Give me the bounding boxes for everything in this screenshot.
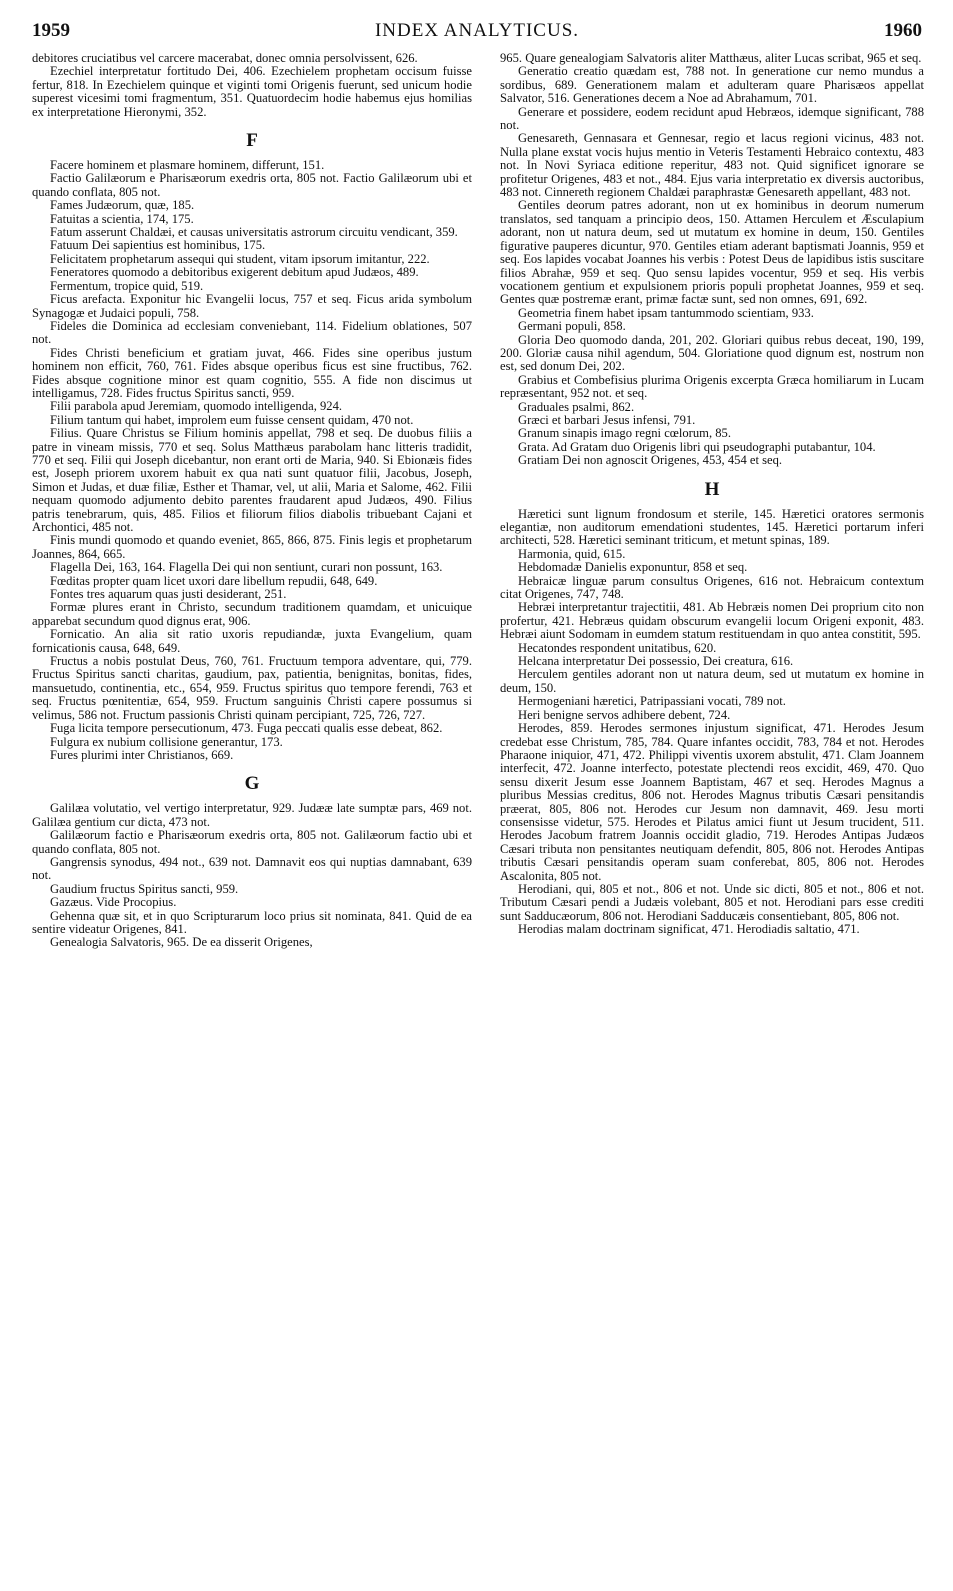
index-entry: Gangrensis synodus, 494 not., 639 not. Damnavit eos qui nuptias damnabant, 639 not.: [32, 854, 472, 883]
index-entry: Gazæus. Vide Procopius.: [50, 895, 177, 910]
index-entry: Fideles die Dominica ad ecclesiam conveniebant, 114. Fidelium oblationes, 507 not.: [32, 318, 472, 347]
index-entry: Filium tantum qui habet, improlem eum fuisse censent quidam, 470 not.: [50, 412, 414, 427]
index-entry: Galilæa volutatio, vel vertigo interpretatur, 929. Judææ late sumptæ pars, 469 not. Galilæa gentium cur dicta, 473 not.: [32, 801, 472, 829]
index-entry: Formæ plures erant in Christo, secundum traditionem quamdam, et unicuique apparebat secundum quod dignus erat, 906.: [32, 600, 472, 628]
index-entry: Filii parabola apud Jeremiam, quomodo intelligenda, 924.: [50, 399, 343, 414]
index-entry: Fœditas propter quam licet uxori dare libellum repudii, 648, 649.: [50, 573, 378, 588]
index-entry: Fuga licita tempore persecutionum, 473. Fuga peccati qualis esse debeat, 862.: [50, 721, 443, 736]
index-entry: Ficus arefacta. Exponitur hic Evangelii locus, 757 et seq. Ficus arida symbolum Synagogæ et Judaici populi, 758.: [32, 292, 472, 320]
index-entry: Herodes, 859. Herodes sermones injustum significat, 471. Herodes Jesum credebat esse Christum, 785, 784. Quare infantes occidit, 783, 784 et not. Herodes Pharaone iniquior, 471, 472. Philippi viventis uxorem abstulit, 471. Clam Joannem interfecit, 472. Joanne interfecto, potestate plectendi reos excidit, 469, 470. Quo sensu dixerit Jesum esse Joannem Baptistam, 467 et seq. Herodes Magnus a pluribus Messias creditus, 806 not. Herodes Magnus tributis Cæsari pensitandis præerat, 805, 806 not. Herodes cur Jesum non damnavit, 469. Jesu morti consensisse videtur, 575. Herodes et Pilatus amici fiunt ut Jesum trucident, 511. Herodes Jacobum fratrem Joannis occidit gladio, 719. Herodes Antipas Judæos Cæsari tributa non pensitantes neutiquam defendit, 805, 806 not. Herodes Antipas tributis Cæsari pensitandis operam suam conferebat, 805, 806 not. Herodes Ascalonita, 805 not.: [500, 721, 924, 883]
index-entry: Fames Judæorum, quæ, 185.: [50, 198, 195, 213]
index-entry: Genesareth, Gennasara et Gennesar, regio et lacus regioni vicinus, 483 not. Nulla plane exstat vocis hujus mentio in Veteris Testamenti Hebraico contextu, 483 not. In Novi Syriaca editione reperitur, 483 not. Quid significet ignorare se profitetur Origenes, 483 et not., 484. Ejus varia interpretatio ex diversis auctoribus, 483 not. Cinnereth regionem Chaldæi paraphrastæ Genesareth appellant, 483 not.: [500, 131, 924, 200]
index-entry: Genealogia Salvatoris, 965. De ea disserit Origenes,: [50, 935, 313, 950]
index-entry: Graduales psalmi, 862.: [518, 399, 635, 414]
running-title: INDEX ANALYTICUS.: [374, 20, 580, 41]
index-entry: Flagella Dei, 163, 164. Flagella Dei qui non sentiunt, curari non possunt, 163.: [50, 560, 443, 575]
index-entry: Hebræi interpretantur trajectitii, 481. Ab Hebræis nomen Dei proprium cito non profertur, 421. Hebræus quidam obscurum evangelii locum Origeni exponit, 483. Hebræi aiunt Sodomam in eumdem statum restituendam in quo antea constitit, 595.: [500, 600, 924, 642]
index-entry: Harmonia, quid, 615.: [518, 546, 626, 561]
index-entry: Fides Christi beneficium et gratiam juvat, 466. Fides sine operibus justum hominem non efficit, 760, 761. Fides absque operibus ficus est sine fructibus, 762. Fides absque cognitione minor est quam cognitio, 555. A fide non discimus ut intelligamus, 728. Fides fructus Spiritus sancti, 959.: [32, 345, 472, 400]
index-entry: Fornicatio. An alia sit ratio uxoris repudiandæ, juxta Evangelium, quam fornicationis causa, 648, 649.: [32, 627, 472, 655]
index-entry: Fermentum, tropice quid, 519.: [50, 278, 204, 293]
index-entry: Fulgura ex nubium collisione generantur, 173.: [50, 734, 283, 749]
index-entry: Galilæorum factio e Pharisæorum exedris orta, 805 not. Galilæorum factio ubi et quando conflata, 805 not.: [32, 828, 472, 856]
index-entry: Heri benigne servos adhibere debent, 724.: [518, 707, 731, 722]
index-entry: Hermogeniani hæretici, Patripassiani vocati, 789 not.: [518, 694, 786, 709]
right-column: [500, 52, 924, 937]
index-entry: Ezechiel interpretatur fortitudo Dei, 406. Ezechielem prophetam occisum fuisse fertur, 818. In Ezechielem quinque et viginti tomi Origenis fuerunt, sed unicum hodie superest vicesimi tomi fragmentum, 351. Quatuordecim hodie habemus ejus homilias ex interpretatione Hieronymi, 352.: [32, 64, 472, 119]
index-entry: Finis mundi quomodo et quando eveniet, 865, 866, 875. Finis legis et prophetarum Joannes, 864, 665.: [32, 533, 472, 561]
index-entry: Gentiles deorum patres adorant, non ut ex hominibus in deorum numerum translatos, sed tanquam a principio deos, 150. Attamen Herculem et Æsculapium adorant, non ut natura deum, sed ut mutatum ex homine in deum, 150. Gentiles figurative pauperes dicuntur, 970. Gentiles etiam aderant baptismati Joannis, 959 et seq. Eos lapides vocabat Joannes his verbis : Potest Deus de lapidibus istis suscitare filios Abrahæ, 959 et seq. Quo sensu lapides vocentur, 959 et seq. His verbis vocationem gentium et expulsionem prioris populi prophetat Joannes, 959 et seq. Gentes quæ postremæ erant, primæ factæ sunt, sed non omnes, 691, 692.: [500, 198, 924, 307]
index-entry: Herodias malam doctrinam significat, 471. Herodiadis saltatio, 471.: [518, 922, 860, 937]
index-entry: Fatum asserunt Chaldæi, et causas universitatis astrorum circuitu vendicant, 359.: [50, 225, 458, 240]
index-entry: Gehenna quæ sit, et in quo Scripturarum loco prius sit nominata, 841. Quid de ea sentire videatur Origenes, 841.: [32, 908, 472, 936]
index-entry: Fatuum Dei sapientius est hominibus, 175.: [50, 238, 266, 253]
index-entry: Facere hominem et plasmare hominem, differunt, 151.: [50, 158, 325, 173]
index-entry: Græci et barbari Jesus infensi, 791.: [518, 412, 696, 427]
index-entry: Factio Galilæorum e Pharisæorum exedris orta, 805 not. Factio Galilæorum ubi et quando conflata, 805 not.: [32, 171, 472, 199]
left-column: [32, 52, 472, 950]
section-letter: F: [246, 130, 258, 152]
index-entry: Hebdomadæ Danielis exponuntur, 858 et seq.: [518, 560, 748, 575]
index-entry: Helcana interpretatur Dei possessio, Dei creatura, 616.: [518, 654, 794, 669]
index-entry: Filius. Quare Christus se Filium hominis appellat, 798 et seq. De duobus filiis a patre in vineam missis, 770 et seq. Solus Matthæus parabolam hanc litteris tradidit, 770 et seq. Filii qui Joseph dicebantur, non erant orti de Maria, 940. Si Ebionæis fides est, Joseph priorem uxorem habuit ex qua nati sunt quatuor filii, Jacobus, Joseph, Simon et Judas, et duæ filiæ, Esther et Thamar, vel, ut alii, Maria et Salome, 462. Filii nequam quomodo adjumento debito parentes fraudarent apud Judæos, 490. Filius patris tenebrarum, quis, 485. Filios et filiorum filios diabolis tribuebant Cajani et Archontici, 485 not.: [32, 426, 472, 534]
section-letter: G: [244, 773, 260, 795]
index-entry: Fures plurimi inter Christianos, 669.: [50, 747, 234, 762]
index-entry: Herodiani, qui, 805 et not., 806 et not. Unde sic dicti, 805 et not., 806 et not. Tributum Cæsari pendi a Judæis volebant, 805 et not. Herodiani pars esse crediti sunt Sadducæorum, 806 not. Herodiani Sadducæis consentiebant, 805, 806 not.: [500, 881, 924, 923]
index-entry: Fructus a nobis postulat Deus, 760, 761. Fructuum tempora adventare, qui, 779. Fructus Spiritus sancti charitas, gaudium, pax, patientia, benignitas, bonitas, fides, mansuetudo, continentia, etc., 654, 959. Fructus spiritus quo tempore ferendi, 763 et seq. Fructus pœnitentiæ, 654, 959. Fructum sanguinis Christi capere possumus si velimus, 586 not. Fructum passionis Christi quinam percipiant, 725, 726, 727.: [32, 654, 472, 722]
index-entry: Grabius et Combefisius plurima Origenis excerpta Græca homiliarum in Lucam repræsentant, 952 not. et seq.: [500, 372, 924, 401]
index-entry: Felicitatem prophetarum assequi qui student, vitam ipsorum imitantur, 222.: [50, 251, 430, 266]
index-entry: Gratiam Dei non agnoscit Origenes, 453, 454 et seq.: [518, 453, 783, 468]
index-entry: Hecatondes respondent unitatibus, 620.: [518, 640, 717, 655]
section-letter: H: [704, 478, 720, 500]
index-entry: debitores cruciatibus vel carcere macerabat, donec omnia persolvissent, 626.: [32, 51, 418, 65]
index-entry: 965. Quare genealogiam Salvatoris aliter Matthæus, aliter Lucas scribat, 965 et seq.: [500, 51, 922, 65]
index-entry: Fontes tres aquarum quas justi desiderant, 251.: [50, 587, 287, 602]
page-header: [32, 20, 922, 50]
page-number-left: 1959: [32, 20, 70, 41]
index-entry: Gaudium fructus Spiritus sancti, 959.: [50, 881, 239, 896]
index-entry: Herculem gentiles adorant non ut natura deum, sed ut mutatum ex homine in deum, 150.: [500, 667, 924, 695]
index-entry: Generare et possidere, eodem recidunt apud Hebræos, idemque significant, 788 not.: [500, 104, 924, 133]
index-entry: Hæretici sunt lignum frondosum et sterile, 145. Hæretici oratores sermonis elegantiæ, non auditorum emendationi studentes, 145. Hæretici portarum inferi architecti, 528. Hæretici seminant triticum, et metunt spinas, 189.: [500, 506, 924, 548]
index-entry: Fatuitas a scientia, 174, 175.: [50, 211, 194, 226]
index-entry: Granum sinapis imago regni cœlorum, 85.: [518, 426, 732, 441]
index-entry: Geometria finem habet ipsam tantummodo scientiam, 933.: [518, 305, 814, 320]
index-entry: Generatio creatio quædam est, 788 not. In generatione cur nemo mundus a sordibus, 689. Generationem malam et adulteram quare Pharisæos appellat Salvator, 516. Generationes decem a Noe ad Abrahamum, 701.: [500, 64, 924, 106]
index-entry: Feneratores quomodo a debitoribus exigerent debitum apud Judæos, 489.: [50, 265, 419, 280]
index-entry: Gloria Deo quomodo danda, 201, 202. Gloriari quibus rebus deceat, 190, 199, 200. Gloriæ causa nihil agendum, 504. Gloriatione quod dignum est, nostrum non est, sed donum Dei, 202.: [500, 332, 924, 374]
page-number-right: 1960: [884, 20, 922, 41]
index-entry: Grata. Ad Gratam duo Origenis libri qui pseudographi putabantur, 104.: [518, 439, 876, 454]
index-entry: Hebraicæ linguæ parum consultus Origenes, 616 not. Hebraicum contextum citat Origenes, 747, 748.: [500, 573, 924, 602]
index-entry: Germani populi, 858.: [518, 319, 626, 334]
